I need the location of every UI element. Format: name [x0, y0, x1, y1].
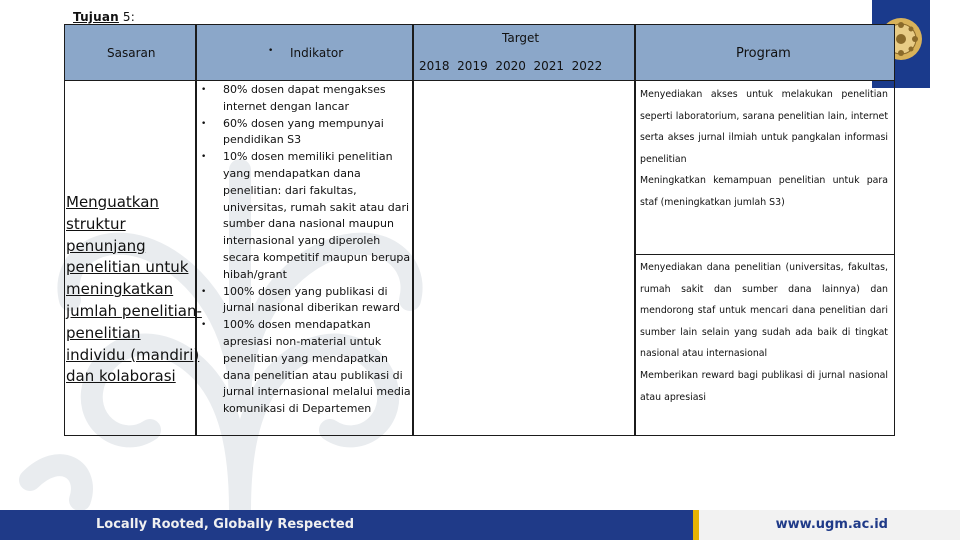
header-program: Program — [736, 46, 791, 61]
header-target: Target — [502, 31, 540, 45]
target-body-cell — [413, 80, 635, 436]
program-text-3: Menyediakan dana penelitian (universitas, fakultas, rumah sakit dan sumber dana lainnya) dan mendorong staf untuk mencari dana penelitian dari sumber lain selain yang sudah ada baik di tingkat nasional atau internasional — [640, 262, 888, 359]
indikator-item: • 100% dosen yang publikasi di jurnal nasional diberikan reward — [198, 284, 412, 318]
title-suffix: 5: — [118, 10, 136, 24]
footer-website: www.ugm.ac.id — [775, 517, 888, 532]
header-sasaran: Sasaran — [107, 46, 156, 60]
indikator-item: • 10% dosen memiliki penelitian yang mendapatkan dana penelitian: dari fakultas, universitas, rumah sakit atau dari sumber dana nasional maupun internasional yang diperoleh secara kompetitif maupun berupa hibah/grant — [198, 149, 412, 283]
header-indikator: Indikator — [290, 46, 344, 60]
sasaran-text: Menguatkan struktur penunjang penelitian untuk meningkatkan jumlah penelitian-penelitian individu (mandiri) dan kolaborasi — [66, 193, 202, 386]
header-indikator-bullet: • — [268, 46, 274, 56]
title-prefix: Tujuan — [73, 10, 119, 24]
program-text-1: Menyediakan akses untuk melakukan penelitian seperti laboratorium, sarana penelitian lain, internet serta akses jurnal ilmiah untuk pangkalan informasi penelitian — [640, 89, 888, 165]
program-text-4: Memberikan reward bagi publikasi di jurnal nasional atau apresiasi — [640, 370, 888, 403]
indikator-list — [198, 82, 412, 418]
indikator-item: • 60% dosen yang mempunyai pendidikan S3 — [198, 116, 412, 150]
indikator-item: • 100% dosen mendapatkan apresiasi non-material untuk penelitian yang mendapatkan dana penelitian atau publikasi di jurnal internasional melalui media komunikasi di Departemen — [198, 317, 412, 418]
footer-bar — [0, 510, 960, 540]
indikator-item: • 80% dosen dapat mengakses internet dengan lancar — [198, 82, 412, 116]
page-title — [73, 10, 135, 24]
program-text-2: Meningkatkan kemampuan penelitian untuk para staf (meningkatkan jumlah S3) — [640, 175, 888, 208]
header-years: 2018 2019 2020 2021 2022 — [419, 59, 603, 73]
footer-slogan: Locally Rooted, Globally Respected — [96, 517, 355, 532]
